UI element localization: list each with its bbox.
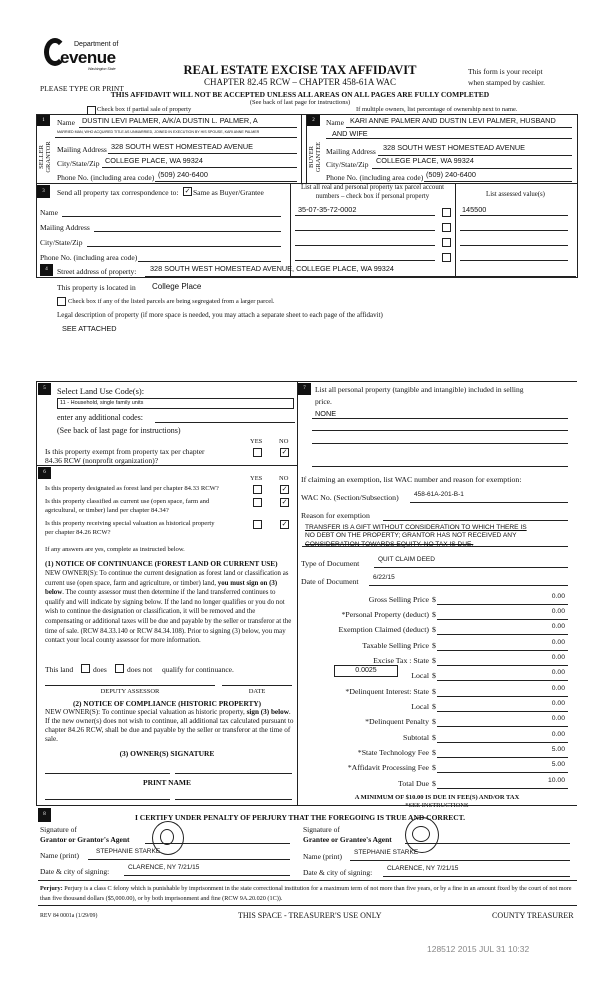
fee-label: Gross Selling Price — [368, 595, 429, 604]
fee-value[interactable]: 0.00 — [551, 685, 565, 692]
question: Is this property classified as current use (open space, farm and — [45, 498, 210, 505]
label: Select Land Use Code(s): — [57, 386, 145, 396]
parcel-header: List all real and personal property tax parcel account — [300, 184, 445, 191]
line — [79, 127, 297, 128]
label: (See back of last page for instructions) — [57, 426, 181, 435]
dollar-sign: $ — [432, 779, 436, 788]
fee-value[interactable]: 0.00 — [551, 593, 565, 600]
label: Mailing Address — [57, 145, 107, 154]
notice-compliance-text: NEW OWNER(S): To continue special valuation as historic property, sign (3) below. If the new owner(s) does not wish to continue, all additional tax calculated pursuant to chapter 84.26 RCW, shall be due and payable by the seller or transferor at the time of sale. — [45, 708, 294, 743]
exempt-yes-checkbox[interactable] — [253, 448, 262, 457]
line — [312, 443, 568, 444]
perjury-notice: Perjury: Perjury is a class C felony which is punishable by imprisonment in the state correctional institution for a maximum term of not more than five years, or by a fine in an amount fixed by the court of not more than five thousand dollars ($5,000.00), or by both imprisonment and fine (RCW 9A.20.020 (1C)). — [40, 885, 572, 902]
line — [437, 757, 568, 758]
correspondence-name-field[interactable] — [62, 216, 281, 217]
land-use-code-select[interactable]: 11 - Household, single family units — [57, 398, 294, 409]
exemption-reason[interactable]: NO DEBT ON THE PROPERTY; GRANTOR HAS NOT RECEIVED ANY — [305, 532, 517, 539]
buyer-phone[interactable]: (509) 240-6400 — [426, 170, 476, 179]
no-header: NO — [279, 475, 289, 482]
label: DEPUTY ASSESSOR — [100, 688, 160, 695]
buyer-grantee-label: BUYER GRANTEE — [308, 141, 322, 173]
fee-label: *State Technology Fee — [357, 748, 429, 757]
current-use-no-checkbox[interactable]: ✓ — [281, 498, 288, 506]
line — [312, 430, 568, 431]
label: Same as Buyer/Grantee — [193, 188, 264, 197]
buyer-name[interactable]: KARI ANNE PALMER AND DUSTIN LEVI PALMER, HUSBAND — [350, 116, 556, 125]
grantor-signature — [160, 829, 174, 845]
label: Phone No. (including area code) — [40, 253, 138, 262]
fee-value[interactable]: 0.00 — [551, 639, 565, 646]
does-qualify-checkbox[interactable] — [81, 664, 90, 673]
grantee-print-name[interactable]: STEPHANIE STARKE — [354, 849, 419, 856]
label: Legal description of property (if more space is needed, you may attach a separate sheet to each page of the affidavit) — [57, 311, 383, 319]
fee-value[interactable]: 0.00 — [551, 608, 565, 615]
fee-label: Taxable Selling Price — [362, 641, 429, 650]
line — [437, 711, 568, 712]
grantor-date-city[interactable]: CLARENCE, NY 7/21/15 — [128, 864, 200, 871]
label: Send all property tax correspondence to: — [57, 188, 179, 197]
line — [312, 466, 568, 467]
dollar-sign: $ — [432, 702, 436, 711]
yes-header: YES — [250, 475, 263, 482]
label: Grantee or Grantee's Agent — [303, 835, 392, 844]
divider — [36, 381, 577, 382]
label: Name — [326, 118, 344, 127]
label: DATE — [248, 688, 266, 695]
property-location[interactable]: College Place — [152, 282, 202, 291]
fee-value[interactable]: 0.00 — [551, 623, 565, 630]
fee-label: Excise Tax : State — [373, 656, 429, 665]
label: Signature of — [303, 825, 340, 834]
line — [437, 726, 568, 727]
line — [108, 153, 297, 154]
line — [437, 696, 568, 697]
question: Is this property designated as forest land per chapter 84.33 RCW? — [45, 485, 219, 492]
owner-signature-line[interactable] — [175, 773, 292, 774]
correspondence-city-field[interactable] — [87, 246, 281, 247]
print-name-line[interactable] — [45, 799, 170, 800]
seller-grantor-label: SELLER GRANTOR — [38, 141, 52, 173]
fee-value[interactable]: 0.00 — [551, 700, 565, 707]
historic-yes-checkbox[interactable] — [253, 520, 262, 529]
county-treasurer: COUNTY TREASURER — [492, 911, 574, 920]
dollar-sign: $ — [432, 763, 436, 772]
line — [437, 742, 568, 743]
line — [295, 260, 435, 261]
line — [55, 137, 297, 138]
document-date[interactable]: 6/22/15 — [373, 574, 395, 581]
buyer-name-cont[interactable]: AND WIFE — [332, 129, 368, 138]
line — [437, 634, 568, 635]
fee-value[interactable]: 5.00 — [551, 761, 565, 768]
label: (3) OWNER(S) SIGNATURE — [119, 749, 215, 758]
label: WAC No. (Section/Subsection) — [301, 493, 399, 502]
seller-mailing-address[interactable]: 328 SOUTH WEST HOMESTEAD AVENUE — [111, 142, 254, 151]
question: 84.36 RCW (nonprofit organization)? — [45, 456, 159, 465]
label: Mailing Address — [326, 147, 376, 156]
segregated-checkbox[interactable] — [57, 297, 66, 306]
local-tax-rate[interactable]: 0.0025 — [334, 665, 398, 677]
line — [326, 138, 572, 139]
seller-name[interactable]: DUSTIN LEVI PALMER, A/K/A DUSTIN L. PALMER, A — [82, 116, 258, 125]
label: price. — [315, 397, 332, 406]
seller-phone[interactable]: (509) 240-6400 — [158, 170, 208, 179]
line — [460, 260, 568, 261]
forest-no-checkbox[interactable]: ✓ — [281, 485, 288, 493]
receipt-note: This form is your receipt — [468, 67, 543, 76]
dollar-sign: $ — [432, 641, 436, 650]
notice-continuance-text: NEW OWNER(S): To continue the current designation as forest land or classification as current use (open space, farm and agriculture, or timber) land, you must sign on (3) below. The county assessor must then determine if the land transferred continues to qualify and will indicate by signing below. If the land no longer qualifies or you do not wish to continue the designation or classification, it will be removed and the compensating or additional taxes will be due and payable by the seller or transferor at the time of sale. (RCW 84.33.140 or RCW 84.34.108). Prior to signing (3) below, you may contact your local county assessor for more information. — [45, 570, 292, 645]
dollar-sign: $ — [432, 656, 436, 665]
line — [312, 418, 568, 419]
line — [350, 860, 570, 861]
additional-codes-field[interactable] — [155, 422, 295, 423]
line — [437, 604, 568, 605]
line — [372, 168, 572, 169]
section-number: 8 — [38, 808, 51, 822]
historic-no-checkbox[interactable]: ✓ — [281, 520, 288, 528]
owner-signature-line[interactable] — [45, 773, 170, 774]
line — [124, 875, 290, 876]
personal-property-checkbox[interactable] — [442, 208, 451, 217]
section-number: 3 — [37, 185, 50, 198]
seller-city[interactable]: COLLEGE PLACE, WA 99324 — [105, 156, 203, 165]
fee-label: *Delinquent Penalty — [365, 717, 429, 726]
label: If claiming an exemption, list WAC number and reason for exemption: — [301, 475, 522, 484]
receipt-note: when stamped by cashier. — [468, 78, 546, 87]
label: Phone No. (including area code) — [326, 173, 424, 182]
no-header: NO — [279, 438, 289, 445]
line — [424, 181, 572, 182]
label: List all personal property (tangible and intangible) included in selling — [315, 385, 524, 394]
dollar-sign: $ — [432, 610, 436, 619]
section-number: 2 — [307, 115, 320, 126]
label: Signature of — [40, 825, 77, 834]
parcel-header: numbers – check box if personal property — [315, 193, 430, 200]
exempt-no-checkbox[interactable]: ✓ — [281, 448, 288, 456]
deputy-assessor-signature-line[interactable] — [45, 685, 215, 686]
correspondence-phone-field[interactable] — [138, 261, 281, 262]
section-number: 5 — [38, 383, 51, 395]
fee-value[interactable]: 5.00 — [551, 746, 565, 753]
correspondence-mail-field[interactable] — [94, 231, 281, 232]
personal-property-checkbox[interactable] — [442, 253, 451, 262]
label: City/State/Zip — [326, 160, 369, 169]
type-or-print: PLEASE TYPE OR PRINT — [40, 84, 124, 93]
label: Reason for exemption — [301, 511, 370, 520]
fee-value[interactable]: 0.00 — [551, 654, 565, 661]
line — [460, 215, 568, 216]
line — [145, 276, 576, 277]
dollar-sign: $ — [432, 625, 436, 634]
dollar-sign: $ — [432, 717, 436, 726]
line — [383, 876, 570, 877]
label: This land — [45, 665, 74, 674]
question: Is this property receiving special valuation as historical property — [45, 520, 215, 527]
label: Date & city of signing: — [303, 868, 373, 877]
divider — [38, 905, 577, 906]
section-number: 1 — [37, 115, 50, 126]
wac-number[interactable]: 458-61A-201-B-1 — [414, 491, 464, 498]
dollar-sign: $ — [432, 733, 436, 742]
personal-property-checkbox[interactable] — [442, 238, 451, 247]
dollar-sign: $ — [432, 687, 436, 696]
assessor-date-line[interactable] — [222, 685, 292, 686]
yes-header: YES — [250, 438, 263, 445]
line — [437, 772, 568, 773]
line — [369, 585, 568, 586]
current-use-yes-checkbox[interactable] — [253, 498, 262, 507]
minimum-note: A MINIMUM OF $10.00 IS DUE IN FEE(S) AND/OR TAX — [354, 794, 520, 801]
fee-value[interactable]: 0.00 — [551, 715, 565, 722]
line — [295, 245, 435, 246]
chapter: CHAPTER 82.45 RCW – CHAPTER 458-61A WAC — [204, 77, 396, 87]
label: Grantor or Grantor's Agent — [40, 835, 130, 844]
assessed-header: List assessed value(s) — [486, 191, 545, 198]
multiple-owners-note: If multiple owners, list percentage of ownership next to name. — [356, 106, 518, 113]
see-back-note: (See back of last page for instructions) — [249, 99, 351, 106]
parcel-number[interactable]: 35-07-35-72-0002 — [298, 205, 357, 214]
partial-sale-label: Check box if partial sale of property — [97, 106, 192, 113]
line — [410, 502, 568, 503]
label: qualify for continuance. — [162, 665, 234, 674]
label: Date & city of signing: — [40, 867, 110, 876]
grantee-signature — [412, 826, 430, 842]
label: PRINT NAME — [143, 778, 191, 787]
fee-label: Subtotal — [403, 733, 429, 742]
label: Phone No. (including area code) — [57, 173, 155, 182]
section-number: 7 — [298, 383, 311, 395]
fee-value[interactable]: 0.00 — [551, 731, 565, 738]
buyer-mailing-address[interactable]: 328 SOUTH WEST HOMESTEAD AVENUE — [383, 143, 526, 152]
divider — [36, 381, 37, 806]
label: Check box if any of the listed parcels are being segregated from a larger parcel. — [68, 298, 275, 305]
exemption-reason[interactable]: TRANSFER IS A GIFT WITHOUT CONSIDERATION TO WHICH THERE IS — [305, 524, 527, 531]
instruction: If any answers are yes, complete as instructed below. — [45, 546, 185, 553]
form-title: REAL ESTATE EXCISE TAX AFFIDAVIT — [183, 63, 417, 77]
line — [437, 788, 568, 789]
line — [346, 127, 572, 128]
question: per chapter 84.26 RCW? — [45, 529, 111, 536]
form-revision: REV 84 0001a (1/29/09) — [40, 913, 98, 919]
receipt-stamp: 128512 2015 JUL 31 10:32 — [427, 944, 530, 954]
label: Name (print) — [40, 851, 79, 860]
fee-label: Local — [411, 702, 429, 711]
line — [155, 181, 297, 182]
forest-yes-checkbox[interactable] — [253, 485, 262, 494]
buyer-city[interactable]: COLLEGE PLACE, WA 99324 — [376, 156, 474, 165]
fee-value[interactable]: 10.00 — [547, 777, 565, 784]
label: does — [93, 665, 107, 674]
line — [437, 619, 568, 620]
fee-value[interactable]: 0.00 — [551, 669, 565, 676]
grantor-print-name[interactable]: STEPHANIE STARKE — [96, 848, 161, 855]
divider — [297, 381, 298, 806]
legal-description[interactable]: SEE ATTACHED — [62, 324, 117, 333]
property-street-address[interactable]: 328 SOUTH WEST HOMESTEAD AVENUE, COLLEGE PLACE, WA 99324 — [150, 264, 394, 273]
label: This property is located in — [57, 283, 136, 292]
label: Mailing Address — [40, 223, 90, 232]
exemption-reason[interactable]: CONSIDERATION TOWARDS EQUITY. NO TAX IS DUE. — [305, 541, 474, 548]
personal-property-checkbox[interactable] — [442, 223, 451, 232]
treasurer-space: THIS SPACE - TREASURER'S USE ONLY — [238, 911, 382, 920]
line — [460, 230, 568, 231]
section-number: 6 — [38, 467, 51, 479]
line — [102, 167, 297, 168]
document-type[interactable]: QUIT CLAIM DEED — [378, 556, 435, 563]
assessed-value[interactable]: 145500 — [462, 205, 487, 214]
line — [295, 215, 435, 216]
does-not-qualify-checkbox[interactable] — [115, 664, 124, 673]
fee-label: *Delinquent Interest: State — [345, 687, 429, 696]
seller-name-cont[interactable]: MARRIED MAN, WHO ACQUIRED TITLE AS UNMARRIED, JOINED IN EXECUTION BY HIS SPOUSE, KARI ANNE PALMER — [57, 130, 260, 134]
label: Name — [57, 118, 75, 127]
label: does not — [127, 665, 153, 674]
line — [437, 650, 568, 651]
fee-label: *Personal Property (deduct) — [341, 610, 429, 619]
fee-label: *Affidavit Processing Fee — [347, 763, 429, 772]
line — [437, 680, 568, 681]
notice-heading: (2) NOTICE OF COMPLIANCE (HISTORIC PROPERTY) — [72, 699, 262, 708]
dollar-sign: $ — [432, 671, 436, 680]
divider — [36, 465, 298, 466]
label: Name (print) — [303, 852, 342, 861]
fee-label: Local — [411, 671, 429, 680]
personal-property-value[interactable]: NONE — [315, 409, 337, 418]
question: agricultural, or timber) land per chapter 84.34? — [45, 507, 169, 514]
divider — [38, 880, 577, 881]
same-as-buyer-checkbox[interactable]: ✓ — [184, 187, 191, 195]
label: Name — [40, 208, 58, 217]
fee-label: Exemption Claimed (deduct) — [338, 625, 429, 634]
see-instructions: *SEE INSTRUCTIONS — [405, 802, 469, 809]
label: Type of Document — [301, 559, 360, 568]
line — [437, 665, 568, 666]
dollar-sign: $ — [432, 595, 436, 604]
line — [302, 546, 568, 547]
line — [88, 859, 290, 860]
label: Street address of property: — [57, 267, 137, 276]
dollar-sign: $ — [432, 748, 436, 757]
question: Is this property exempt from property tax per chapter — [45, 447, 205, 456]
label: City/State/Zip — [40, 238, 83, 247]
notice-heading: (1) NOTICE OF CONTINUANCE (FOREST LAND OR CURRENT USE) — [45, 559, 278, 568]
print-name-line[interactable] — [175, 799, 292, 800]
grantee-date-city[interactable]: CLARENCE, NY 7/21/15 — [387, 865, 459, 872]
warning: THIS AFFIDAVIT WILL NOT BE ACCEPTED UNLESS ALL AREAS ON ALL PAGES ARE FULLY COMPLETED — [110, 90, 490, 99]
divider — [301, 114, 302, 184]
line — [374, 567, 568, 568]
line — [383, 520, 568, 521]
line — [295, 230, 435, 231]
section-number: 4 — [40, 264, 53, 276]
line — [460, 245, 568, 246]
label: Date of Document — [301, 577, 359, 586]
label: City/State/Zip — [57, 159, 100, 168]
label: enter any additional codes: — [57, 413, 143, 422]
certify-statement: I CERTIFY UNDER PENALTY OF PERJURY THAT THE FOREGOING IS TRUE AND CORRECT. — [134, 813, 465, 822]
fee-label: Total Due — [398, 779, 429, 788]
